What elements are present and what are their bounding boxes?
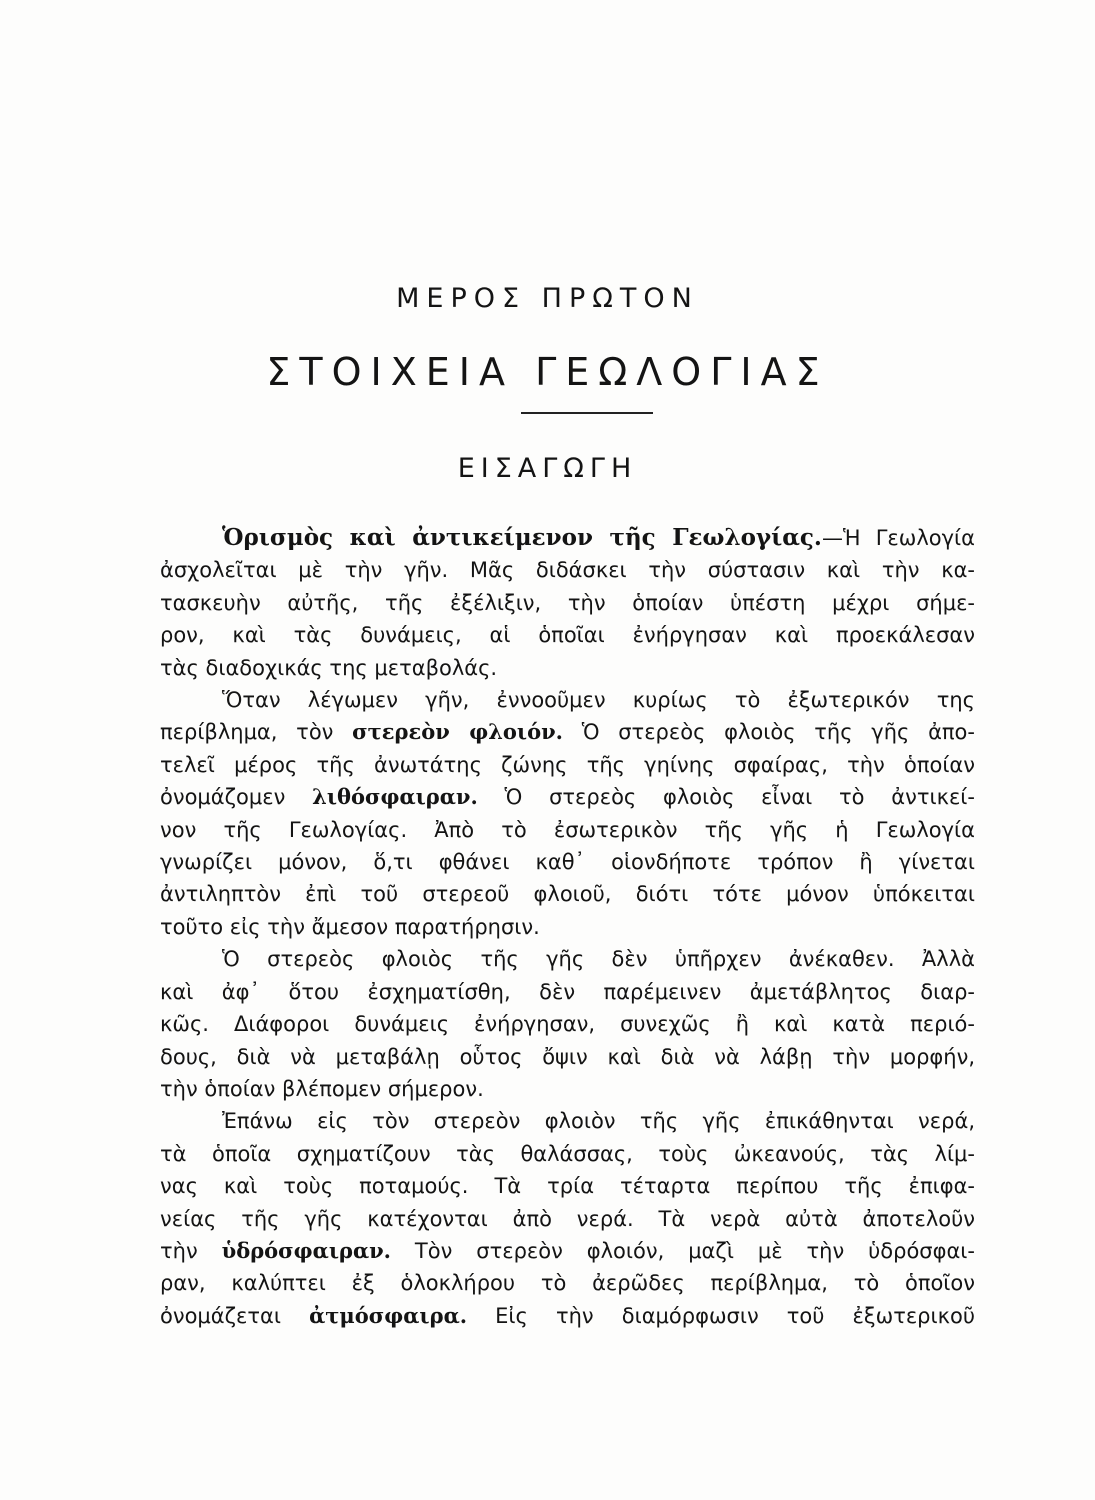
paragraph-2-line-5: νον τῆς Γεωλογίας. Ἀπὸ τὸ ἐσωτερικὸν τῆς γῆς ἡ Γεωλογία — [160, 817, 975, 842]
paragraph-2-line-4 — [160, 781, 975, 813]
paragraph-2-line-7: ἀντιληπτὸν ἐπὶ τοῦ στερεοῦ φλοιοῦ, διότι τότε μόνον ὑπόκειται — [160, 882, 975, 907]
text-span: Ὁ στερεὸς φλοιὸς τῆς γῆς ἀπο- — [562, 720, 975, 745]
paragraph-4-line-6: ραν, καλύπτει ἐξ ὁλοκλήρου τὸ ἀερῶδες περίβλημα, τὸ ὁποῖον — [160, 1271, 975, 1296]
bold-term-stereon-floion: στερεὸν φλοιόν. — [352, 719, 563, 745]
text-span: Τὸν στερεὸν φλοιόν, μαζὶ μὲ τὴν ὑδρόσφαι- — [391, 1238, 975, 1263]
paragraph-3-line-3: κῶς. Διάφοροι δυνάμεις ἐνήργησαν, συνεχῶς ἢ καὶ κατὰ περιό- — [160, 1012, 975, 1037]
paragraph-1-line-3: τασκευὴν αὐτῆς, τῆς ἐξέλιξιν, τὴν ὁποίαν ὑπέστη μέχρι σήμε- — [160, 590, 975, 615]
paragraph-4-line-4: νείας τῆς γῆς κατέχονται ἀπὸ νερά. Τὰ νερὰ αὐτὰ ἀποτελοῦν — [160, 1206, 975, 1231]
book-title: ΣΤΟΙΧΕΙΑ ΓΕΩΛΟΓΙΑΣ — [266, 350, 829, 394]
paragraph-4-line-5 — [160, 1235, 975, 1267]
paragraph-3-line-4: δους, διὰ νὰ μεταβάλῃ οὗτος ὄψιν καὶ διὰ νὰ λάβῃ τὴν μορφήν, — [160, 1044, 975, 1069]
paragraph-2-line-3: τελεῖ μέρος τῆς ἀνωτάτης ζώνης τῆς γηίνης σφαίρας, τὴν ὁποίαν — [160, 752, 975, 777]
bold-term-lithosphere: λιθόσφαιραν. — [312, 784, 478, 810]
paragraph-1-line-5: τὰς διαδοχικάς της μεταβολάς. — [160, 655, 498, 680]
paragraph-1-line-4: ρον, καὶ τὰς δυνάμεις, αἱ ὁποῖαι ἐνήργησαν καὶ προεκάλεσαν — [160, 623, 975, 648]
bold-term-hydrosphere: ὑδρόσφαιραν. — [221, 1237, 391, 1263]
title-divider — [521, 412, 653, 414]
text-span: Ὁ στερεὸς φλοιὸς εἶναι τὸ ἀντικεί- — [477, 785, 975, 810]
text-span: Εἰς τὴν διαμόρφωσιν τοῦ ἐξωτερικοῦ — [467, 1303, 975, 1328]
text-span: —Ἡ Γεωλογία — [821, 526, 975, 550]
paragraph-4-line-1: Ἐπάνω εἰς τὸν στερεὸν φλοιὸν τῆς γῆς ἐπικάθηνται νερά, — [222, 1109, 975, 1134]
text-span: τὴν — [160, 1238, 198, 1263]
paragraph-3-line-2: καὶ ἀφ᾽ ὅτου ἐσχηματίσθη, δὲν παρέμεινεν ἀμετάβλητος διαρ- — [160, 979, 975, 1004]
paragraph-2-line-6: γνωρίζει μόνον, ὅ,τι φθάνει καθ᾽ οἱονδήποτε τρόπον ἢ γίνεται — [160, 850, 975, 875]
paragraph-4-line-3: νας καὶ τοὺς ποταμούς. Τὰ τρία τέταρτα περίπου τῆς ἐπιφα- — [160, 1174, 975, 1199]
paragraph-1-line-2: ἀσχολεῖται μὲ τὴν γῆν. Μᾶς διδάσκει τὴν σύστασιν καὶ τὴν κα- — [160, 558, 975, 583]
body-text — [160, 522, 975, 1332]
text-span: ὀνομάζομεν — [160, 785, 286, 810]
paragraph-2-line-2 — [160, 716, 975, 748]
paragraph-4-line-7 — [160, 1300, 975, 1332]
paragraph-heading: Ὁρισμὸς καὶ ἀντικείμενον τῆς Γεωλογίας. — [222, 524, 822, 551]
section-title: ΕΙΣΑΓΩΓΗ — [457, 453, 638, 484]
paragraph-2-line-8: τοῦτο εἰς τὴν ἄμεσον παρατήρησιν. — [160, 914, 540, 939]
paragraph-1-line-1 — [160, 522, 975, 554]
bold-term-atmosphere: ἀτμόσφαιρα. — [309, 1302, 468, 1328]
text-span: ὀνομάζεται — [160, 1303, 281, 1328]
text-span: περίβλημα, τὸν — [160, 720, 334, 745]
part-title: ΜΕΡΟΣ ΠΡΩΤΟΝ — [396, 283, 699, 314]
paragraph-4-line-2: τὰ ὁποῖα σχηματίζουν τὰς θαλάσσας, τοὺς ὠκεανούς, τὰς λίμ- — [160, 1141, 975, 1166]
paragraph-2-line-1: Ὅταν λέγωμεν γῆν, ἐννοοῦμεν κυρίως τὸ ἐξωτερικόν της — [222, 688, 975, 713]
paragraph-3-line-1: Ὁ στερεὸς φλοιὸς τῆς γῆς δὲν ὑπῆρχεν ἀνέκαθεν. Ἀλλὰ — [222, 947, 975, 972]
paragraph-3-line-5: τὴν ὁποίαν βλέπομεν σήμερον. — [160, 1076, 484, 1101]
